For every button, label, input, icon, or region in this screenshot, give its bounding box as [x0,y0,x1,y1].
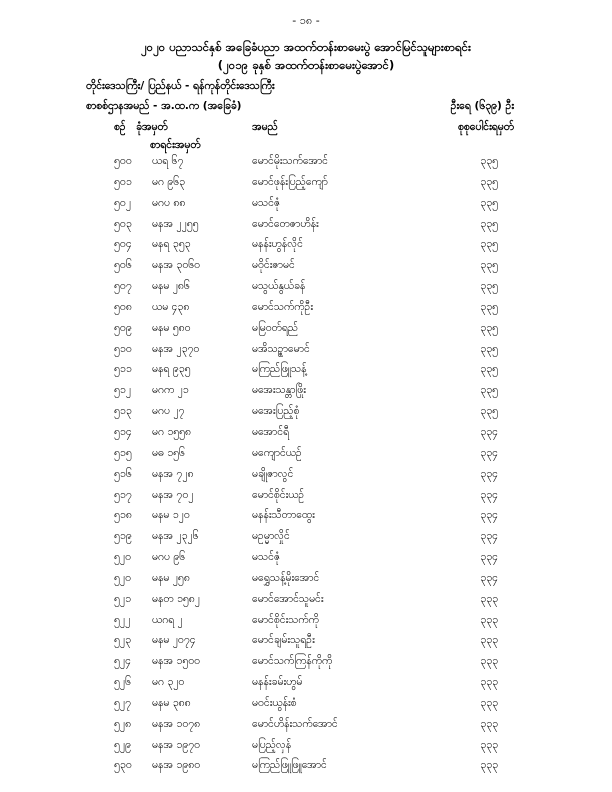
table-row [0,361,612,382]
row-number: ၅၂၂ [114,613,131,626]
row-total-marks: ၃၃၄ [480,467,498,480]
row-total-marks: ၃၃၃ [480,738,498,751]
row-roll-number: မနအ ၁၅၀၀ [152,655,201,668]
row-total-marks: ၃၃၅ [480,238,498,251]
row-total-marks: ၃၃၃ [480,696,498,709]
row-name: မနန်းခမ်းဟွမ် [252,676,303,689]
row-name: မမြဝတ်ရည် [252,321,299,334]
passed-count: ဦးရေ (၆၃၉) ဦး [450,100,514,112]
row-number: ၅၂၄ [114,655,131,668]
row-number: ၅၂၈ [114,717,132,730]
table-row [0,153,612,174]
region-line: တိုင်းဒေသကြီး/ ပြည်နယ် - ရန်ကုန်တိုင်းဒေသကြီး [86,80,275,92]
row-name: မောင်အောင်သူမင်း [252,592,324,605]
table-row [0,466,612,487]
row-name: မပြည့်လှန် [252,738,292,751]
row-roll-number: မဂပ ၂၇ [152,405,185,418]
table-row [0,299,612,320]
results-list [0,153,612,778]
table-row [0,632,612,653]
row-total-marks: ၃၃၅ [480,405,498,418]
column-header-roll: ခုံအမှတ် [136,121,168,133]
row-name: မကြည်ဖြူသန့် [252,363,307,376]
row-number: ၅၃၀ [114,759,132,772]
table-row [0,195,612,216]
row-roll-number: မနအ ၃၀၆၀ [152,259,201,272]
table-row [0,487,612,508]
row-total-marks: ၃၃၄ [480,488,498,501]
row-number: ၅၀၉ [114,321,132,334]
row-total-marks: ၃၃၃ [480,759,498,772]
row-total-marks: ၃၃၅ [480,384,498,397]
row-number: ၅၁၀ [114,342,132,355]
row-name: မောင်မိုးသက်အောင် [252,155,329,167]
row-number: ၅၂၀ [114,571,131,584]
table-row [0,570,612,591]
row-roll-number: မနမ ၃၈၈ [152,696,191,709]
row-roll-number: မနမ ၁၂၀ [152,509,190,522]
column-header-roll-sub: စာရင်းအမှတ် [150,139,201,151]
row-roll-number: မနမ ၂၈၆ [152,280,190,293]
row-total-marks: ၃၃၅ [480,300,498,313]
table-row [0,278,612,299]
row-roll-number: မနအ ၁၀၇၈ [152,717,201,730]
row-roll-number: မနအ ၂၃၇၀ [152,342,200,355]
row-name: မနန်းသီတာထွေး [252,509,315,522]
row-name: မရွှေသန့်မိုးအောင် [252,571,320,584]
row-roll-number: မဂ ၉၆၃ [152,175,186,188]
row-total-marks: ၃၃၅ [480,342,498,355]
row-roll-number: မဂပ ၉၆ [152,551,186,564]
column-header-no: စဉ် [114,121,126,133]
row-roll-number: ယဂရ ၂ [152,613,183,626]
row-name: မအိသဉ္စာမောင် [252,342,310,355]
row-name: မသွယ်နွယ်ခန် [252,280,306,293]
column-header-marks: စုစုပေါင်းရမှတ် [457,121,514,133]
row-name: မကျောင်ယဉ် [252,446,302,459]
row-roll-number: ယရ ၆၇ [152,155,184,167]
row-name: မအေးပြည့်စုံ [252,405,300,418]
row-number: ၅၀၄ [114,238,132,251]
document-title: ၂၀၂၀ ပညာသင်နှစ် အခြေခံပညာ အထက်တန်းစာမေးပွဲ အောင်မြင်သူများစာရင်း [141,40,471,54]
row-total-marks: ၃၃၄ [480,509,498,522]
table-row [0,216,612,237]
row-number: ၅၀၀ [114,155,132,167]
row-total-marks: ၃၃၃ [480,634,498,647]
row-number: ၅၀၃ [114,217,132,230]
table-row [0,174,612,195]
row-total-marks: ၃၃၄ [480,571,498,584]
row-name: မောင်စိုင်းသက်ကို [252,613,319,626]
table-row [0,507,612,528]
row-number: ၅၂၉ [114,738,131,751]
row-name: မသင်ဇုံ [252,196,281,209]
row-name: မဝင်းယွန်းစံ [252,696,297,709]
row-number: ၅၁၄ [114,425,132,438]
row-roll-number: ယမ ၄၃၈ [152,300,190,313]
page-number: - ၁၈ - [292,14,320,27]
table-row [0,341,612,362]
row-roll-number: မနမ ၂၅၈ [152,571,190,584]
row-name: မောင်ဖုန်းပြည့်ကျော် [252,175,328,188]
row-name: မောင်ဟိန်းသက်အောင် [252,717,338,730]
row-total-marks: ၃၃၄ [480,530,498,543]
row-roll-number: မနအ ၂၃၂၆ [152,530,199,543]
table-row [0,257,612,278]
row-name: မောင်သက်ကိုဦး [252,300,314,313]
row-total-marks: ၃၃၄ [480,446,498,459]
row-total-marks: ၃၃၄ [480,551,498,564]
row-roll-number: မနအ ၇၂၈ [152,467,194,480]
table-row [0,528,612,549]
row-name: မောင်သက်ကြန်ကိုကို [252,655,333,668]
row-name: မဝိုင်းဇာမင် [252,259,295,272]
row-total-marks: ၃၃၄ [480,425,498,438]
table-row [0,424,612,445]
row-total-marks: ၃၃၃ [480,613,498,626]
table-row [0,591,612,612]
row-total-marks: ၃၃၅ [480,196,498,209]
row-total-marks: ၃၃၅ [480,321,498,334]
document-subtitle: (၂၀၁၉ ခုနှစ် အထက်တန်းစာမေးပွဲအောင်) [217,58,395,72]
row-name: မချိုဇာလွင် [252,467,294,480]
row-total-marks: ၃၃၅ [480,155,498,167]
row-name: မအောင်ရီ [252,425,290,438]
row-roll-number: မနအ ၇၀၂ [152,488,194,501]
row-total-marks: ၃၃၅ [480,363,498,376]
row-roll-number: မဓ ၁၅၆ [152,446,185,459]
row-total-marks: ၃၃၃ [480,676,498,689]
row-total-marks: ၃၃၃ [480,717,498,730]
table-row [0,653,612,674]
row-number: ၅၀၈ [114,300,132,313]
row-roll-number: မနမ ၂၀၇၄ [152,634,196,647]
row-roll-number: မဂ ၃၂၀ [152,676,185,689]
table-row [0,403,612,424]
row-total-marks: ၃၃၅ [480,280,498,293]
row-roll-number: မနမ ၅၈၀ [152,321,191,334]
row-total-marks: ၃၃၅ [480,259,498,272]
row-number: ၅၀၂ [114,196,131,209]
row-roll-number: မနတ ၁၅၈၂ [152,592,200,605]
table-row [0,674,612,695]
row-name: မအေးသန္တာဖြိုး [252,384,306,397]
table-row [0,716,612,737]
row-number: ၅၁၈ [114,509,132,522]
table-row [0,445,612,466]
table-row [0,549,612,570]
row-number: ၅၀၇ [114,280,132,293]
column-header-name: အမည် [252,121,278,133]
table-row [0,382,612,403]
exam-centre-line: စာစစ်ဌာနအမည် - အ.ထ.က (အခြေခံ) [86,100,242,112]
row-total-marks: ၃၃၅ [480,175,498,188]
row-name: မဥမ္မာလှိုင် [252,530,290,543]
row-roll-number: မနရ ၉၃၅ [152,363,191,376]
row-number: ၅၁၃ [114,405,132,418]
row-roll-number: မဂပ ၈၈ [152,196,186,209]
row-roll-number: မဂက ၂၁ [152,384,189,397]
row-number: ၅၂၀ [114,551,131,564]
row-number: ၅၂၃ [114,634,131,647]
row-number: ၅၁၁ [114,363,132,376]
row-name: မောင်စိုင်းယဉ် [252,488,305,501]
row-total-marks: ၃၃၅ [480,217,498,230]
row-number: ၅၂၇ [114,696,131,709]
row-name: မကြည်ဖြူဖြူအောင် [252,759,327,772]
row-number: ၅၂၁ [114,592,131,605]
row-name: မသင်ဇုံ [252,551,281,564]
row-roll-number: မနရ ၃၅၃ [152,238,191,251]
row-total-marks: ၃၃၃ [480,655,498,668]
table-row [0,320,612,341]
row-roll-number: မနအ ၁၉၈၀ [152,759,201,772]
row-roll-number: မနအ ၂၂၅၅ [152,217,199,230]
table-row [0,737,612,758]
row-number: ၅၁၇ [114,488,132,501]
row-number: ၅၁၆ [114,467,132,480]
row-number: ၅၂၆ [114,676,131,689]
row-number: ၅၁၉ [114,530,132,543]
table-row [0,236,612,257]
row-roll-number: မဂ ၁၅၅၈ [152,425,192,438]
table-row [0,695,612,716]
row-name: မောင်တေဇာဟိန်း [252,217,319,230]
table-row [0,612,612,633]
table-row [0,757,612,778]
row-roll-number: မနအ ၁၉၇၀ [152,738,201,751]
row-total-marks: ၃၃၃ [480,592,498,605]
row-number: ၅၁၅ [114,446,132,459]
row-name: မောင်ချမ်းသူရဦး [252,634,315,647]
row-name: မနန်းဟွန်လိုင် [252,238,303,251]
row-number: ၅၀၁ [114,175,132,188]
row-number: ၅၀၆ [114,259,132,272]
row-number: ၅၁၂ [114,384,131,397]
